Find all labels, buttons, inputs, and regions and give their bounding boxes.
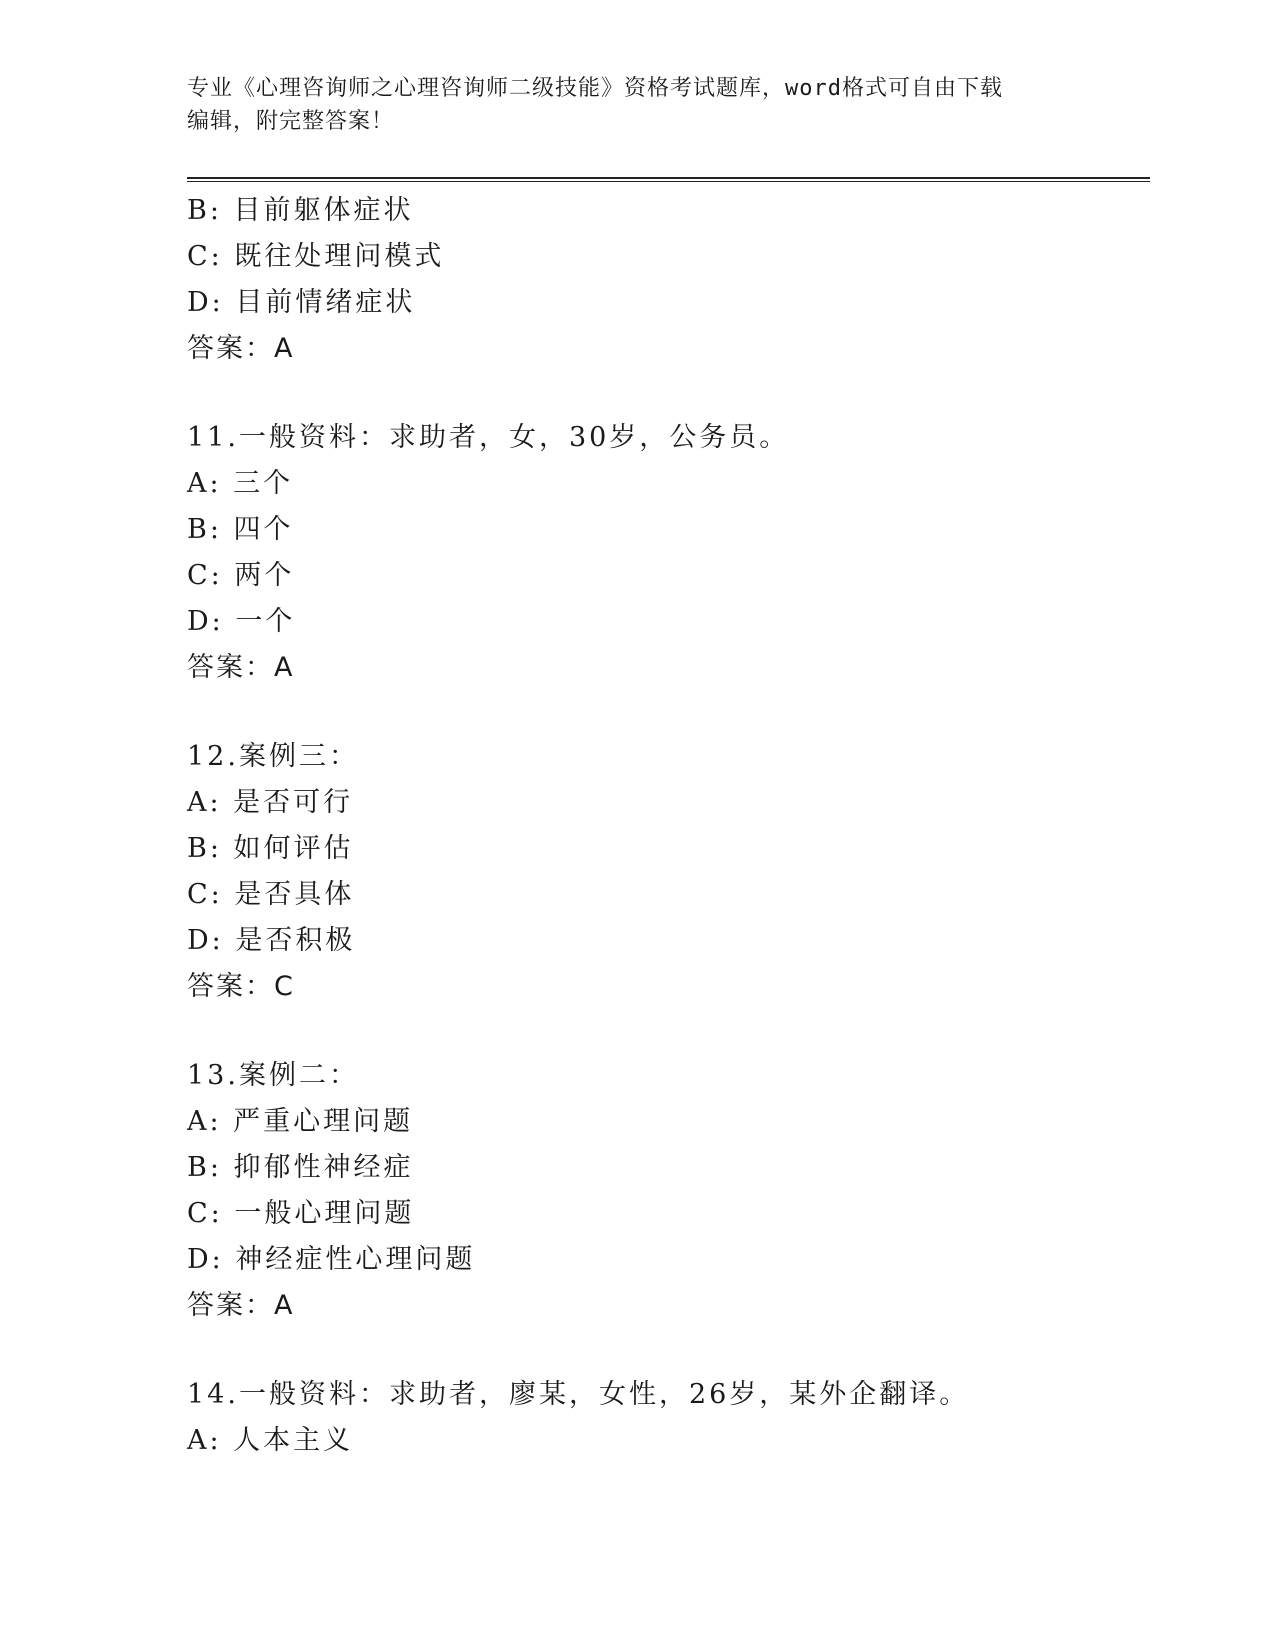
option-d: D: 目前情绪症状 [187,287,416,318]
option-c: C: 是否具体 [187,879,355,910]
question-block-11 [187,415,1147,691]
question-list [187,188,1147,1464]
question-title: 14.一般资料：求助者，廖某，女性，26岁，某外企翻译。 [187,1379,970,1410]
option-d: D: 神经症性心理问题 [187,1244,476,1275]
question-block-13 [187,1053,1147,1329]
answer-line: 答案：A [187,333,295,364]
option-b: B: 目前躯体症状 [187,195,414,226]
question-block-12 [187,734,1147,1010]
spacer [187,691,1147,734]
document-header [187,72,1067,138]
option-c: C: 既往处理问模式 [187,241,445,272]
spacer [187,1329,1147,1372]
answer-line: 答案：C [187,971,295,1002]
answer-line: 答案：A [187,652,295,683]
option-b: B: 抑郁性神经症 [187,1152,414,1183]
option-b: B: 如何评估 [187,833,354,864]
question-title: 13.案例二： [187,1060,359,1091]
spacer [187,372,1147,415]
option-b: B: 四个 [187,514,294,545]
option-a: A: 严重心理问题 [187,1106,414,1137]
option-d: D: 是否积极 [187,925,356,956]
spacer [187,1010,1147,1053]
header-line-1: 专业《心理咨询师之心理咨询师二级技能》资格考试题库，word格式可自由下载 [187,76,1003,101]
question-title: 12.案例三： [187,741,359,772]
option-c: C: 两个 [187,560,295,591]
header-line-2: 编辑，附完整答案！ [187,109,395,134]
question-title: 11.一般资料：求助者，女，30岁，公务员。 [187,422,790,453]
question-block-14 [187,1372,1147,1464]
option-a: A: 三个 [187,468,294,499]
option-a: A: 是否可行 [187,787,354,818]
answer-line: 答案：A [187,1290,295,1321]
option-d: D: 一个 [187,606,296,637]
option-c: C: 一般心理问题 [187,1198,415,1229]
option-a: A: 人本主义 [187,1425,354,1456]
header-divider [187,177,1150,182]
question-block-partial [187,188,1147,372]
